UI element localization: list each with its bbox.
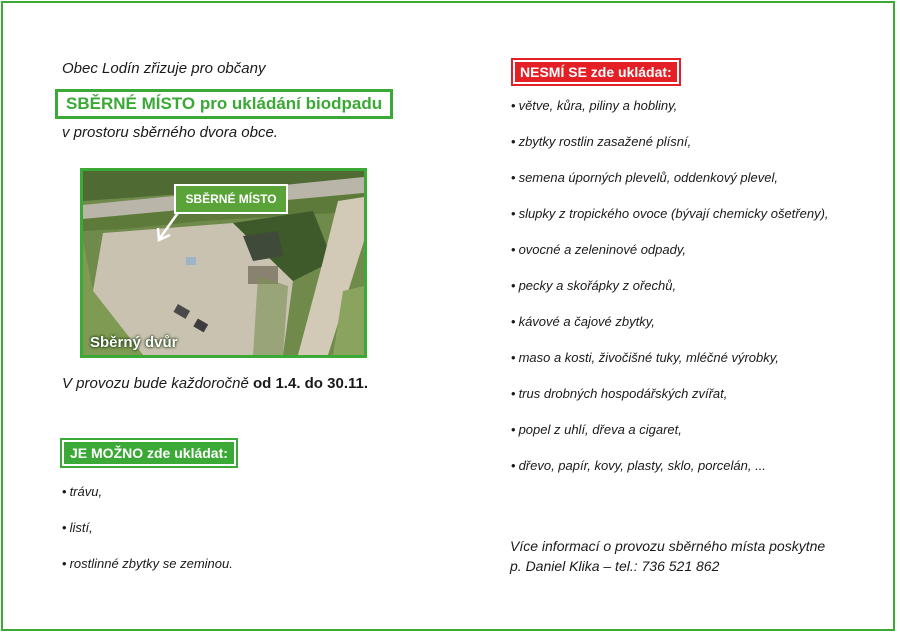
contact-phone: p. Daniel Klika – tel.: 736 521 862	[510, 558, 720, 574]
list-item: • zbytky rostlin zasažené plísní,	[511, 134, 692, 149]
list-item: • kávové a čajové zbytky,	[511, 314, 655, 329]
list-item: • ovocné a zeleninové odpady,	[511, 242, 687, 257]
list-item: • rostlinné zbytky se zeminou.	[62, 556, 233, 571]
operation-text: V provozu bude každoročně	[62, 375, 253, 392]
list-item: • trávu,	[62, 484, 103, 499]
collection-point-label: SBĚRNÉ MÍSTO	[174, 184, 288, 214]
list-item: • větve, kůra, piliny a hobliny,	[511, 98, 678, 113]
list-item: • listí,	[62, 520, 93, 535]
operation-dates: od 1.4. do 30.11.	[252, 375, 369, 392]
list-item: • maso a kosti, živočišné tuky, mléčné výrobky,	[511, 350, 779, 365]
contact-line: Více informací o provozu sběrného místa poskytne	[510, 538, 826, 554]
page-title: SBĚRNÉ MÍSTO pro ukládání biodpadu	[55, 89, 393, 119]
intro-text: Obec Lodín zřizuje pro občany	[62, 60, 266, 77]
yard-caption: Sběrný dvůr	[90, 334, 178, 351]
location-text: v prostoru sběrného dvora obce.	[62, 124, 278, 141]
list-item: • trus drobných hospodářských zvířat,	[511, 386, 728, 401]
list-item: • dřevo, papír, kovy, plasty, sklo, porcelán, ...	[511, 458, 766, 473]
list-item: • pecky a skořápky z ořechů,	[511, 278, 677, 293]
list-item: • popel z uhlí, dřeva a cigaret,	[511, 422, 682, 437]
list-item: • slupky z tropického ovoce (bývají chemicky ošetřeny),	[511, 206, 829, 221]
contact-info	[510, 536, 825, 576]
allowed-heading: JE MOŽNO zde ukládat:	[60, 438, 238, 468]
list-item: • semena úporných plevelů, oddenkový plevel,	[511, 170, 779, 185]
operation-period	[62, 375, 368, 392]
forbidden-heading: NESMÍ SE zde ukládat:	[511, 58, 681, 86]
